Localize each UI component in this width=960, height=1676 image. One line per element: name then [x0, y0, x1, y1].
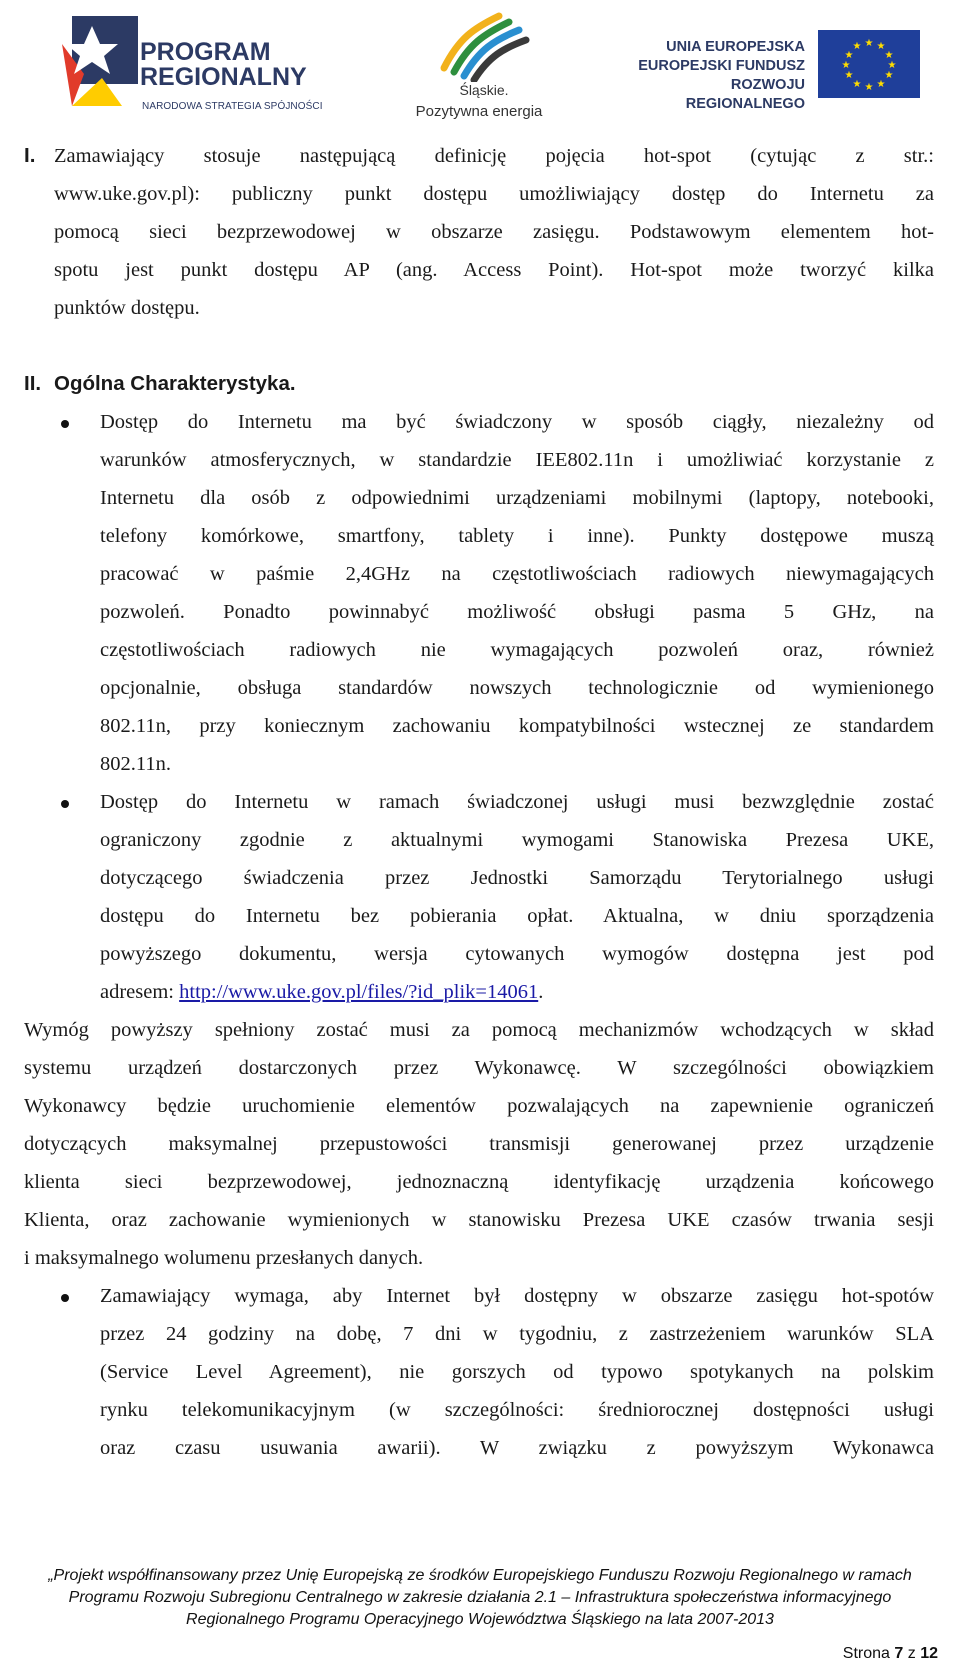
section-1-line: pomocą sieci bezprzewodowej w obszarze zasięgu. Podstawowym elementem hot-	[54, 221, 934, 243]
program-subtitle: NARODOWA STRATEGIA SPÓJNOŚCI	[142, 101, 323, 112]
footer-line: „Projekt współfinansowany przez Unię Europejską ze środków Europejskiego Funduszu Rozwoju Regionalnego w ramach	[48, 1567, 912, 1584]
bullet-2-address-suffix: .	[538, 981, 544, 1003]
svg-text:★: ★	[852, 79, 862, 90]
bullet-2-line: ograniczony zgodnie z aktualnymi wymogami Stanowiska Prezesa UKE,	[100, 829, 934, 851]
svg-text:★: ★	[844, 50, 854, 61]
program-title: PROGRAM REGIONALNY	[140, 38, 307, 91]
footer-line: Regionalnego Programu Operacyjnego Województwa Śląskiego na lata 2007-2013	[186, 1611, 774, 1628]
svg-text:★: ★	[887, 60, 897, 71]
paragraph-line: i maksymalnego wolumenu przesłanych danych.	[24, 1247, 424, 1269]
bullet-3-line: rynku telekomunikacyjnym (w szczególności: średniorocznej dostępności usługi	[100, 1399, 934, 1421]
footer-line: Programu Rozwoju Subregionu Centralnego w zakresie działania 2.1 – Infrastruktura społeczeństwa informacyjnego	[68, 1589, 892, 1606]
bullet-2-last-line	[100, 973, 543, 1011]
svg-text:★: ★	[864, 82, 874, 93]
paragraph-line: dotyczących maksymalnej przepustowości transmisji generowanej przez urządzenie	[24, 1133, 934, 1155]
section-2-number: II.	[24, 372, 42, 395]
section-1-line: spotu jest punkt dostępu AP (ang. Access Point). Hot-spot może tworzyć kilka	[54, 259, 934, 281]
bullet-1-line: Internetu dla osób z odpowiednimi urządzeniami mobilnymi (laptopy, notebooki,	[100, 487, 934, 509]
uke-document-link[interactable]: http://www.uke.gov.pl/files/?id_plik=14061	[179, 981, 539, 1003]
bullet-3-line: (Service Level Agreement), nie gorszych od typowo spotykanych na polskim	[100, 1361, 934, 1383]
bullet-1-line: pozwoleń. Ponadto powinnabyć możliwość obsługi pasma 5 GHz, na	[100, 601, 934, 623]
svg-text:★: ★	[844, 70, 854, 81]
bullet-1-line: warunków atmosferycznych, w standardzie IEE802.11n i umożliwiać korzystanie z	[100, 449, 934, 471]
section-2-title: Ogólna Charakterystyka.	[54, 372, 296, 395]
slaskie-logo	[404, 8, 554, 123]
page-number	[843, 1645, 938, 1663]
bullet-icon	[61, 1294, 69, 1302]
paragraph-line: klienta sieci bezprzewodowej, jednoznaczną identyfikację urządzenia końcowego	[24, 1171, 934, 1193]
slaskie-waves-icon	[404, 8, 554, 82]
page-footer	[0, 1565, 960, 1631]
svg-text:★: ★	[876, 79, 886, 90]
bullet-3-line: oraz czasu usuwania awarii). W związku z powyższym Wykonawca	[100, 1437, 934, 1459]
svg-text:★: ★	[884, 70, 894, 81]
bullet-icon	[61, 420, 69, 428]
paragraph-line: Wykonawcy będzie uruchomienie elementów pozwalających na zapewnienie ograniczeń	[24, 1095, 934, 1117]
bullet-2-address-prefix: adresem:	[100, 981, 180, 1003]
section-1-line: www.uke.gov.pl): publiczny punkt dostępu umożliwiający dostęp do Internetu za	[54, 183, 934, 205]
eu-fund-logo	[620, 30, 940, 112]
svg-text:★: ★	[884, 50, 894, 61]
program-regionalny-logo	[62, 16, 362, 112]
section-1-line: punktów dostępu.	[54, 297, 200, 319]
eu-fund-text: UNIA EUROPEJSKA EUROPEJSKI FUNDUSZ ROZWOJU REGIONALNEGO	[638, 39, 805, 112]
bullet-3-line: Zamawiający wymaga, aby Internet był dostępny w obszarze zasięgu hot-spotów	[100, 1285, 934, 1307]
bullet-1-line: Dostęp do Internetu ma być świadczony w sposób ciągły, niezależny od	[100, 411, 934, 433]
bullet-2-line: powyższego dokumentu, wersja cytowanych wymogów dostępna jest pod	[100, 943, 934, 965]
bullet-1-line: 802.11n, przy koniecznym zachowaniu kompatybilności wstecznej ze standardem	[100, 715, 934, 737]
bullet-1-line: częstotliwościach radiowych nie wymagających pozwoleń oraz, również	[100, 639, 934, 661]
paragraph-line: Klienta, oraz zachowanie wymienionych w stanowisku Prezesa UKE czasów trwania sesji	[24, 1209, 934, 1231]
page-header	[0, 0, 960, 125]
bullet-2-line: dostępu do Internetu bez pobierania opłat. Aktualna, w dniu sporządzenia	[100, 905, 934, 927]
page-separator: z	[907, 1645, 916, 1662]
paragraph-line: Wymóg powyższy spełniony zostać musi za pomocą mechanizmów wchodzących w skład	[24, 1019, 934, 1041]
bullet-2-line: dotyczącego świadczenia przez Jednostki Samorządu Terytorialnego usługi	[100, 867, 934, 889]
bullet-1-line: 802.11n.	[100, 753, 171, 775]
page-label: Strona	[842, 1645, 890, 1662]
svg-text:★: ★	[876, 41, 886, 52]
program-regionalny-emblem-icon	[62, 16, 138, 106]
bullet-1-line: telefony komórkowe, smartfony, tablety i inne). Punkty dostępowe muszą	[100, 525, 934, 547]
bullet-icon	[61, 800, 69, 808]
svg-text:★: ★	[852, 41, 862, 52]
page-total: 12	[920, 1645, 938, 1662]
section-1-line: Zamawiający stosuje następującą definicję pojęcia hot-spot (cytując z str.:	[54, 145, 934, 167]
slaskie-tagline: Pozytywna energia	[415, 103, 543, 120]
bullet-2-line: Dostęp do Internetu w ramach świadczonej usługi musi bezwzględnie zostać	[100, 791, 934, 813]
bullet-1-line: pracować w paśmie 2,4GHz na częstotliwościach radiowych niewymagających	[100, 563, 934, 585]
bullet-3-line: przez 24 godziny na dobę, 7 dni w tygodniu, z zastrzeżeniem warunków SLA	[100, 1323, 934, 1345]
page-current: 7	[894, 1645, 904, 1662]
svg-text:★: ★	[864, 38, 874, 49]
bullet-1-line: opcjonalnie, obsługa standardów nowszych technologicznie od wymienionego	[100, 677, 934, 699]
eu-flag-icon	[818, 30, 920, 98]
paragraph-line: systemu urządzeń dostarczonych przez Wykonawcę. W szczególności obowiązkiem	[24, 1057, 934, 1079]
slaskie-name: Śląskie.	[459, 82, 509, 98]
svg-text:★: ★	[841, 60, 851, 71]
section-1-number: I.	[24, 144, 36, 167]
